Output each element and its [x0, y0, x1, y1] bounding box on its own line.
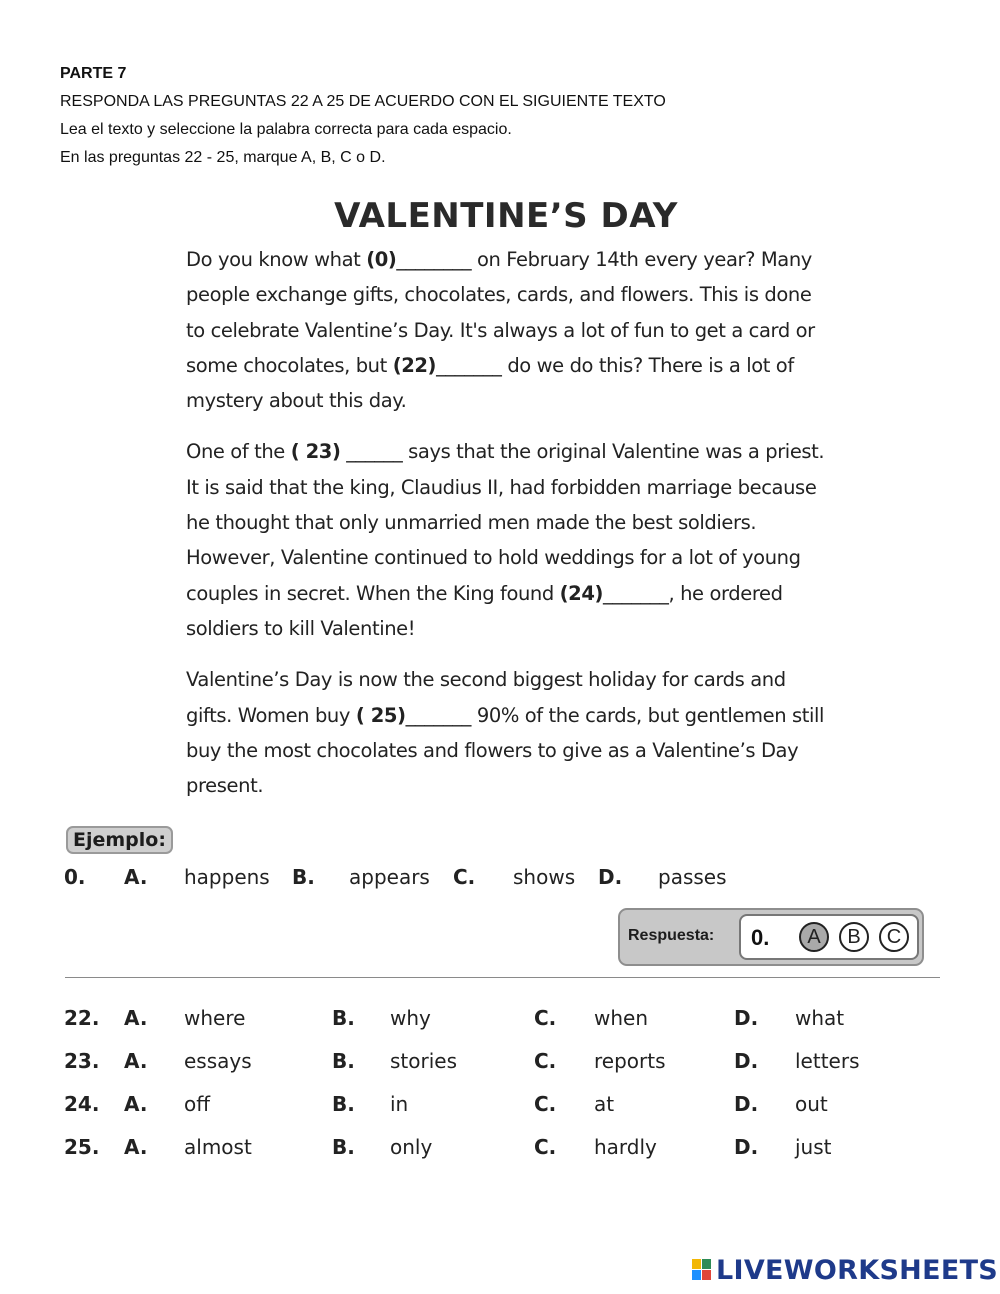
option-word[interactable]: stories — [390, 1049, 458, 1073]
option-letter: C. — [534, 1092, 557, 1116]
gap-22-label: (22) — [392, 353, 437, 377]
passage-paragraph-1 — [186, 242, 826, 418]
part-title: PARTE 7 — [60, 65, 127, 82]
example-tag: Ejemplo: — [66, 826, 173, 854]
option-letter: D. — [734, 1006, 759, 1030]
option-word[interactable]: letters — [795, 1049, 860, 1073]
option-letter: A. — [124, 1006, 148, 1030]
option-word[interactable]: in — [390, 1092, 409, 1116]
passage-title: VALENTINE’S DAY — [334, 196, 678, 236]
option-word[interactable]: off — [184, 1092, 211, 1116]
question-row-23 — [64, 1046, 884, 1076]
section-divider — [65, 977, 940, 978]
option-letter: B. — [332, 1092, 355, 1116]
example-option-letter: A. — [124, 865, 148, 889]
option-letter: D. — [734, 1135, 759, 1159]
option-word[interactable]: only — [390, 1135, 433, 1159]
instruction-line-2: Lea el texto y seleccione la palabra correcta para cada espacio. — [60, 121, 512, 138]
option-letter: C. — [534, 1006, 557, 1030]
example-number: 0. — [64, 865, 86, 889]
option-letter: D. — [734, 1092, 759, 1116]
option-letter: C. — [534, 1135, 557, 1159]
instruction-line-3: En las preguntas 22 - 25, marque A, B, C o D. — [60, 149, 386, 166]
option-word[interactable]: where — [184, 1006, 246, 1030]
question-number: 25. — [64, 1135, 100, 1159]
answer-number: 0. — [751, 925, 770, 950]
text-run: _______ do we do this? There is a lot of mystery about this day. — [186, 353, 794, 413]
option-word[interactable]: hardly — [594, 1135, 657, 1159]
passage-paragraph-2 — [186, 434, 826, 646]
option-letter: A. — [124, 1135, 148, 1159]
option-word[interactable]: out — [795, 1092, 828, 1116]
example-option-word: shows — [513, 865, 576, 889]
instruction-line-1: RESPONDA LAS PREGUNTAS 22 A 25 DE ACUERDO CON EL SIGUIENTE TEXTO — [60, 93, 666, 110]
option-word[interactable]: just — [795, 1135, 832, 1159]
example-option-word: appears — [349, 865, 430, 889]
text-run: Do you know what — [186, 248, 367, 271]
gap-25-label: ( 25) — [355, 703, 406, 727]
answer-bubble-b: B — [839, 922, 869, 952]
option-letter: A. — [124, 1049, 148, 1073]
gap-0-label: (0) — [366, 248, 397, 271]
reading-passage — [186, 196, 826, 819]
option-word[interactable]: why — [390, 1006, 431, 1030]
gap-24-label: (24) — [559, 581, 604, 605]
question-number: 22. — [64, 1006, 100, 1030]
text-run: ________ on February 14th every year? Many people exchange gifts, chocolates, cards, and flowers. This is done to celebrate Valentine’s Day. It's always a lot of fun to get a card or some chocolates, but — [186, 248, 815, 377]
text-run: ______ says that the original Valentine was a priest. It is said that the king, Claudius II, had forbidden marriage because he thought that only unmarried men made the best soldiers. However, Valentine continued to hold weddings for a lot of young couples in secret. When the King found — [186, 440, 825, 605]
answer-bubble-c: C — [879, 922, 909, 952]
text-run: _______, he ordered soldiers to kill Valentine! — [186, 581, 783, 640]
example-option-letter: B. — [292, 865, 315, 889]
option-letter: B. — [332, 1135, 355, 1159]
question-number: 23. — [64, 1049, 100, 1073]
instructions-header — [60, 60, 940, 172]
text-run: Valentine’s Day is now the second biggest holiday for cards and gifts. Women buy — [186, 668, 786, 727]
option-letter: C. — [534, 1049, 557, 1073]
question-row-22 — [64, 1003, 884, 1033]
option-word[interactable]: reports — [594, 1049, 666, 1073]
passage-paragraph-3 — [186, 662, 826, 803]
answer-label: Respuesta: — [628, 927, 715, 944]
question-number: 24. — [64, 1092, 100, 1116]
option-word[interactable]: almost — [184, 1135, 252, 1159]
option-letter: D. — [734, 1049, 759, 1073]
gap-23-label: ( 23) — [290, 440, 341, 464]
option-word[interactable]: at — [594, 1092, 615, 1116]
example-option-word: passes — [658, 865, 727, 889]
example-row — [64, 862, 764, 892]
answer-bubble-a: A — [799, 922, 829, 952]
option-letter: B. — [332, 1049, 355, 1073]
example-option-letter: C. — [453, 865, 476, 889]
answer-sheet — [739, 914, 919, 960]
logo-text: LIVEWORKSHEETS — [716, 1255, 999, 1286]
example-answer-box — [618, 908, 924, 966]
example-option-word: happens — [184, 865, 270, 889]
option-letter: B. — [332, 1006, 355, 1030]
option-letter: A. — [124, 1092, 148, 1116]
text-run: _______ 90% of the cards, but gentlemen still buy the most chocolates and flowers to give as a Valentine’s Day present. — [186, 703, 825, 798]
option-word[interactable]: when — [594, 1006, 649, 1030]
option-word[interactable]: what — [795, 1006, 845, 1030]
example-option-letter: D. — [598, 865, 623, 889]
option-word[interactable]: essays — [184, 1049, 252, 1073]
text-run: One of the — [186, 440, 291, 464]
question-row-24 — [64, 1089, 884, 1119]
logo-icon — [692, 1259, 712, 1281]
question-row-25 — [64, 1132, 884, 1162]
